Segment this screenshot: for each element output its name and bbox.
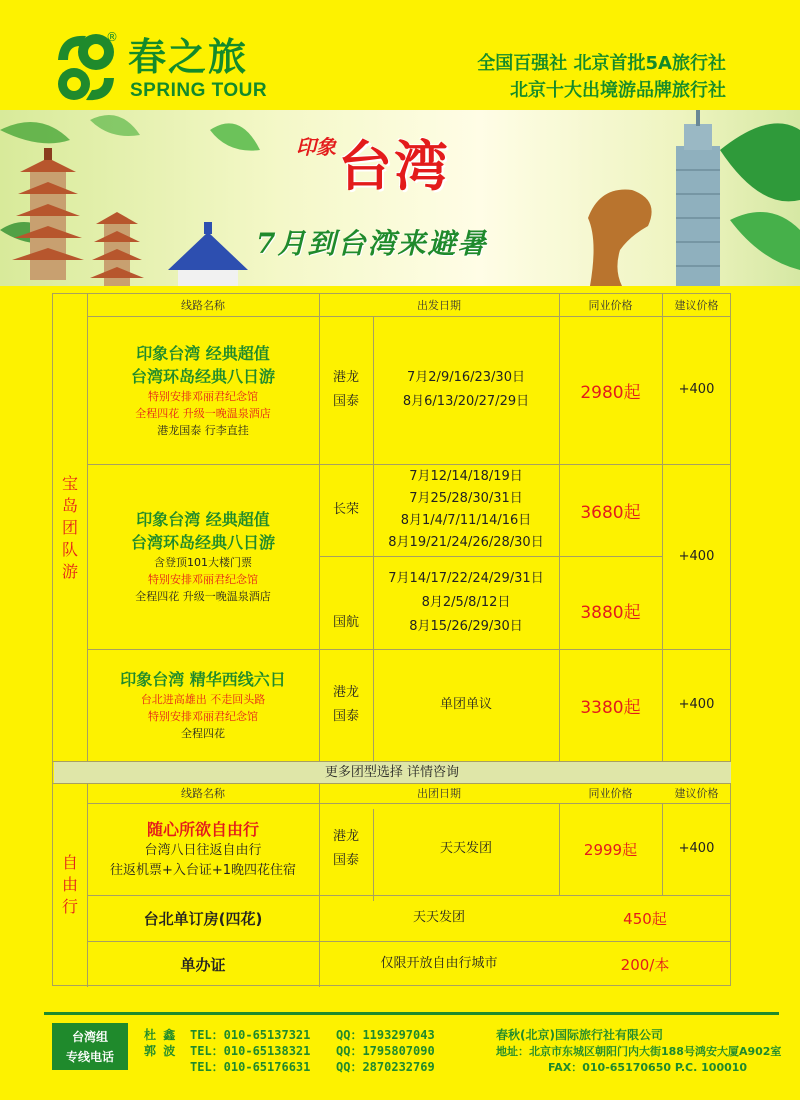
trade-price-1: 2980起 xyxy=(580,382,641,403)
taiwan-banner xyxy=(0,110,800,286)
pagoda-right xyxy=(90,212,144,286)
contact-tel-2: TEL：010-65138321 xyxy=(190,1044,311,1058)
airline-cell-2a: 长荣 xyxy=(332,502,359,517)
contact-tel-3: TEL：010-65176631 xyxy=(190,1060,311,1074)
airline-cell-2b: 国航 xyxy=(332,614,359,630)
contact-qq-2: QQ：1795807090 xyxy=(336,1044,435,1058)
hotel-only-price: 450起 xyxy=(623,909,667,928)
header-trade-price: 同业价格 xyxy=(588,299,633,312)
depart-date: 7月2/9/16/23/30日 xyxy=(407,370,525,385)
trade-price-2a: 3680起 xyxy=(580,502,641,523)
route-title: 印象台湾 经典超值 xyxy=(136,510,270,529)
banner-subtitle: 7月到台湾来避暑 xyxy=(256,227,488,260)
side-char: 队 xyxy=(61,539,78,559)
depart-date: 8月6/13/20/27/29日 xyxy=(402,394,530,409)
route-note: 台北进高雄出 不走回头路 xyxy=(140,693,266,706)
hotline-badge xyxy=(52,1023,128,1070)
route-note: 全程四花 升级一晚温泉酒店 xyxy=(135,590,271,603)
route-note: 特别安排邓丽君纪念馆 xyxy=(148,389,258,403)
airline: 国泰 xyxy=(332,853,359,868)
more-options-text: 更多团型选择 详情咨询 xyxy=(324,765,460,780)
depart-date: 8月2/5/8/12日 xyxy=(421,594,511,610)
contact-tel-1: TEL：010-65137321 xyxy=(190,1028,311,1042)
side-char: 自 xyxy=(61,853,78,872)
depart-date: 8月15/26/29/30日 xyxy=(409,618,523,634)
visa-only-price: 200/本 xyxy=(620,955,670,974)
free-date-cell-1: 天天发团 xyxy=(439,841,492,856)
company-address: 地址：北京市东城区朝阳门内大街188号鸿安大厦A902室 xyxy=(496,1045,782,1058)
free-route-title: 随心所欲自由行 xyxy=(146,819,259,839)
route-note: 特别安排邓丽君纪念馆 xyxy=(148,710,258,723)
side-char: 宝 xyxy=(61,473,78,493)
company-name: 春秋(北京)国际旅行社有限公司 xyxy=(496,1028,663,1042)
free-route-line: 往返机票+入台证+1晚四花住宿 xyxy=(109,862,297,878)
route-note: 全程四花 升级一晚温泉酒店 xyxy=(135,406,271,420)
free-header-date: 出团日期 xyxy=(417,787,461,800)
free-suggest-price-1: +400 xyxy=(678,841,715,856)
free-airline-cell xyxy=(319,803,373,895)
date-cell-3: 单团单议 xyxy=(439,697,492,712)
queen-head-rock xyxy=(588,190,652,286)
route-title: 台湾环岛经典八日游 xyxy=(130,533,275,552)
depart-date: 8月19/21/24/26/28/30日 xyxy=(388,535,544,550)
hotel-only-date: 天天发团 xyxy=(412,910,465,925)
suggest-price-3: +400 xyxy=(678,697,715,712)
airline: 港龙 xyxy=(332,370,359,385)
route-note: 含登顶101大楼门票 xyxy=(154,556,252,569)
date-cell-1 xyxy=(373,316,559,464)
hotline-label: 专线电话 xyxy=(65,1050,114,1064)
company-fax: FAX：010-65170650 P.C. 100010 xyxy=(548,1061,748,1074)
route-cell-2 xyxy=(87,464,319,649)
taipei-101-tower xyxy=(676,110,720,286)
airline-cell-1 xyxy=(319,316,373,464)
airline-cell-3 xyxy=(319,649,373,761)
group-tour-side-label xyxy=(53,294,87,761)
route-note: 全程四花 xyxy=(181,727,225,740)
price-table xyxy=(52,293,731,986)
free-header-route: 线路名称 xyxy=(181,787,225,800)
registered-mark: ® xyxy=(106,30,118,44)
suggest-price-2: +400 xyxy=(678,548,715,564)
hotline-label: 台湾组 xyxy=(71,1030,108,1044)
header-depart-date: 出发日期 xyxy=(417,299,461,312)
banner-title: 台湾 xyxy=(338,134,450,198)
pagoda-left xyxy=(12,148,84,280)
visa-only-name: 单办证 xyxy=(180,955,226,974)
banner-stamp: 印象 xyxy=(296,135,336,159)
route-title: 印象台湾 精华西线六日 xyxy=(120,670,286,689)
depart-date: 7月12/14/18/19日 xyxy=(409,469,523,484)
footer-divider xyxy=(44,1012,779,1015)
contact-name-2: 郭 波 xyxy=(144,1044,176,1058)
visa-only-date: 仅限开放自由行城市 xyxy=(380,956,498,971)
slogan-line-2: 北京十大出境游品牌旅行社 xyxy=(510,80,726,101)
header-suggest-price: 建议价格 xyxy=(674,299,719,312)
contact-name-1: 杜 鑫 xyxy=(144,1028,176,1042)
route-title: 印象台湾 经典超值 xyxy=(136,343,270,363)
free-trade-price-1: 2999起 xyxy=(583,840,638,859)
side-char: 行 xyxy=(61,897,78,916)
side-char: 团 xyxy=(61,517,78,537)
route-note: 特别安排邓丽君纪念馆 xyxy=(148,573,258,586)
depart-date: 7月14/17/22/24/29/31日 xyxy=(388,570,544,586)
header xyxy=(0,0,800,110)
side-char: 岛 xyxy=(61,495,78,515)
slogan-line-1: 全国百强社 北京首批5A旅行社 xyxy=(477,53,726,74)
side-char: 由 xyxy=(61,875,78,894)
trade-price-2b: 3880起 xyxy=(580,603,641,623)
date-cell-2a xyxy=(373,464,559,556)
route-cell-1 xyxy=(87,316,319,464)
route-cell-3 xyxy=(87,649,319,761)
suggest-price-1: +400 xyxy=(678,382,715,397)
free-header-suggest-price: 建议价格 xyxy=(674,787,719,800)
hotel-only-name: 台北单订房(四花) xyxy=(143,909,263,928)
brand-name-cn: 春之旅 xyxy=(128,34,249,79)
airline: 国泰 xyxy=(332,394,359,409)
airline: 国泰 xyxy=(332,709,359,724)
side-char: 游 xyxy=(61,561,78,581)
date-cell-2b xyxy=(373,556,559,649)
memorial-hall xyxy=(168,222,248,286)
route-title: 台湾环岛经典八日游 xyxy=(130,366,275,386)
trade-price-3: 3380起 xyxy=(580,697,641,718)
free-tour-side-label xyxy=(53,783,87,987)
free-route-cell-1 xyxy=(87,803,319,895)
route-note: 港龙国泰 行李直挂 xyxy=(157,423,249,437)
contact-qq-1: QQ：1193297043 xyxy=(336,1028,435,1042)
brand-name-en: SPRING TOUR xyxy=(130,80,268,101)
airline: 港龙 xyxy=(332,685,359,700)
free-header-trade-price: 同业价格 xyxy=(588,787,633,800)
depart-date: 8月1/4/7/11/14/16日 xyxy=(400,513,532,528)
airline: 港龙 xyxy=(332,829,359,844)
contact-qq-3: QQ：2870232769 xyxy=(336,1060,435,1074)
free-route-line: 台湾八日往返自由行 xyxy=(144,842,262,858)
depart-date: 7月25/28/30/31日 xyxy=(409,491,523,506)
header-route-name: 线路名称 xyxy=(181,299,225,312)
